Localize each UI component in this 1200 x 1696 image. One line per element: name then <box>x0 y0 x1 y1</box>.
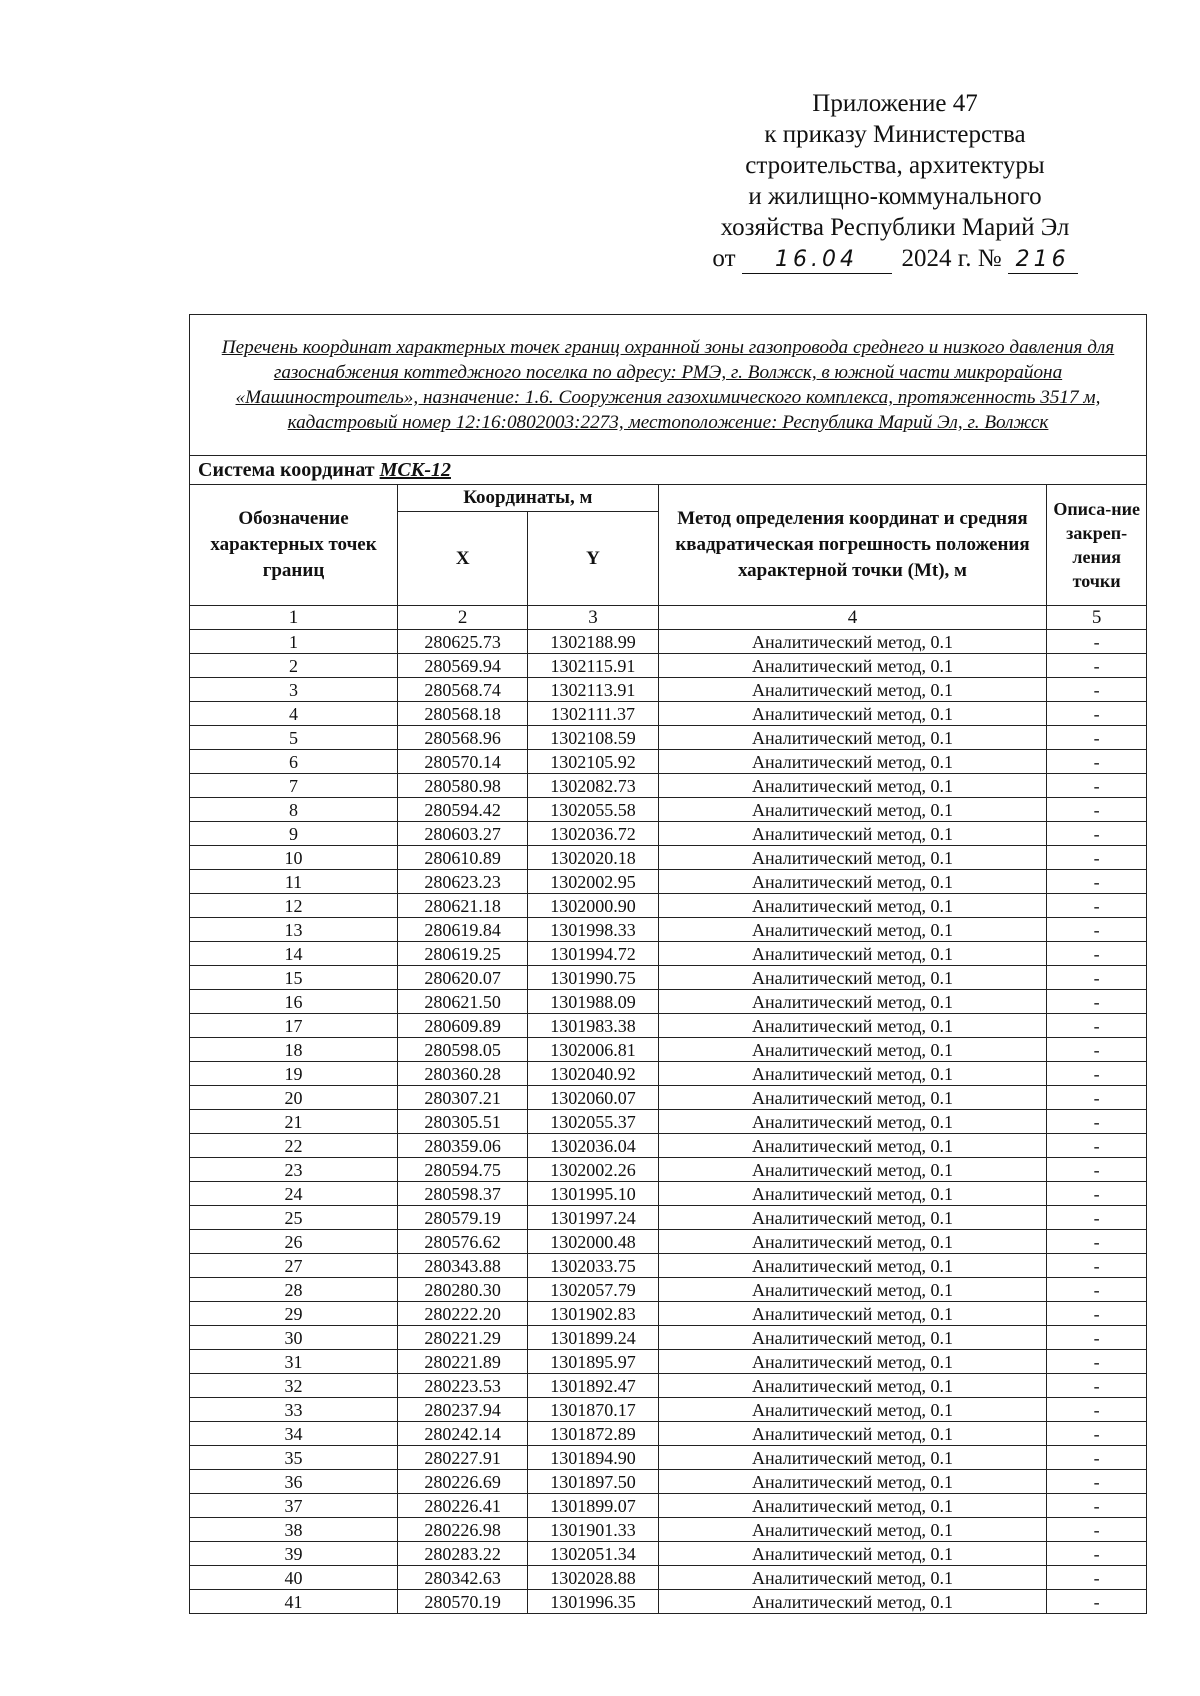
x-cell: 280283.22 <box>398 1542 528 1566</box>
description-cell: - <box>1047 894 1147 918</box>
column-number-row <box>190 606 1147 630</box>
method-cell: Аналитический метод, 0.1 <box>658 1014 1047 1038</box>
y-cell: 1301901.33 <box>528 1518 658 1542</box>
table-row <box>190 1494 1147 1518</box>
table-row <box>190 750 1147 774</box>
table-row <box>190 774 1147 798</box>
header-x: X <box>398 512 528 606</box>
table-body <box>190 630 1147 1614</box>
point-cell: 17 <box>190 1014 398 1038</box>
y-cell: 1301998.33 <box>528 918 658 942</box>
point-cell: 32 <box>190 1374 398 1398</box>
header-line: и жилищно-коммунального <box>748 183 1042 210</box>
method-cell: Аналитический метод, 0.1 <box>658 990 1047 1014</box>
method-cell: Аналитический метод, 0.1 <box>658 1086 1047 1110</box>
y-cell: 1301870.17 <box>528 1398 658 1422</box>
table-row <box>190 630 1147 654</box>
y-cell: 1301995.10 <box>528 1182 658 1206</box>
point-cell: 27 <box>190 1254 398 1278</box>
method-cell: Аналитический метод, 0.1 <box>658 678 1047 702</box>
method-cell: Аналитический метод, 0.1 <box>658 750 1047 774</box>
table-row <box>190 990 1147 1014</box>
point-cell: 30 <box>190 1326 398 1350</box>
x-cell: 280305.51 <box>398 1110 528 1134</box>
point-cell: 22 <box>190 1134 398 1158</box>
point-cell: 31 <box>190 1350 398 1374</box>
method-cell: Аналитический метод, 0.1 <box>658 702 1047 726</box>
description-cell: - <box>1047 1494 1147 1518</box>
description-cell: - <box>1047 918 1147 942</box>
description-cell: - <box>1047 750 1147 774</box>
method-cell: Аналитический метод, 0.1 <box>658 1302 1047 1326</box>
description-cell: - <box>1047 966 1147 990</box>
description-cell: - <box>1047 1230 1147 1254</box>
description-cell: - <box>1047 1062 1147 1086</box>
order-date-line <box>660 243 1130 274</box>
y-cell: 1302051.34 <box>528 1542 658 1566</box>
method-cell: Аналитический метод, 0.1 <box>658 918 1047 942</box>
description-cell: - <box>1047 654 1147 678</box>
table-row <box>190 1374 1147 1398</box>
point-cell: 19 <box>190 1062 398 1086</box>
method-cell: Аналитический метод, 0.1 <box>658 1350 1047 1374</box>
table-row <box>190 798 1147 822</box>
description-cell: - <box>1047 1254 1147 1278</box>
method-cell: Аналитический метод, 0.1 <box>658 1230 1047 1254</box>
y-cell: 1302000.48 <box>528 1230 658 1254</box>
y-cell: 1302105.92 <box>528 750 658 774</box>
year-number-label: 2024 г. № <box>901 245 1002 272</box>
y-cell: 1302111.37 <box>528 702 658 726</box>
description-cell: - <box>1047 1590 1147 1614</box>
description-cell: - <box>1047 726 1147 750</box>
x-cell: 280359.06 <box>398 1134 528 1158</box>
x-cell: 280594.42 <box>398 798 528 822</box>
description-cell: - <box>1047 1350 1147 1374</box>
column-number: 1 <box>190 606 398 630</box>
x-cell: 280222.20 <box>398 1302 528 1326</box>
x-cell: 280227.91 <box>398 1446 528 1470</box>
table-row <box>190 1566 1147 1590</box>
x-cell: 280226.98 <box>398 1518 528 1542</box>
point-cell: 15 <box>190 966 398 990</box>
x-cell: 280570.14 <box>398 750 528 774</box>
y-cell: 1302082.73 <box>528 774 658 798</box>
method-cell: Аналитический метод, 0.1 <box>658 1158 1047 1182</box>
point-cell: 26 <box>190 1230 398 1254</box>
method-cell: Аналитический метод, 0.1 <box>658 1494 1047 1518</box>
x-cell: 280226.41 <box>398 1494 528 1518</box>
point-cell: 10 <box>190 846 398 870</box>
x-cell: 280223.53 <box>398 1374 528 1398</box>
table-row <box>190 654 1147 678</box>
handwritten-date: 16.04 <box>742 247 892 274</box>
y-cell: 1301899.07 <box>528 1494 658 1518</box>
y-cell: 1302113.91 <box>528 678 658 702</box>
description-cell: - <box>1047 1086 1147 1110</box>
description-cell: - <box>1047 1206 1147 1230</box>
table-row <box>190 702 1147 726</box>
y-cell: 1301988.09 <box>528 990 658 1014</box>
x-cell: 280568.96 <box>398 726 528 750</box>
description-cell: - <box>1047 678 1147 702</box>
y-cell: 1302055.37 <box>528 1110 658 1134</box>
method-cell: Аналитический метод, 0.1 <box>658 1398 1047 1422</box>
y-cell: 1301897.50 <box>528 1470 658 1494</box>
table-row <box>190 1422 1147 1446</box>
x-cell: 280307.21 <box>398 1086 528 1110</box>
description-cell: - <box>1047 1470 1147 1494</box>
x-cell: 280610.89 <box>398 846 528 870</box>
table-row <box>190 678 1147 702</box>
description-cell: - <box>1047 846 1147 870</box>
coord-system-value: МСК-12 <box>379 458 451 481</box>
y-cell: 1302040.92 <box>528 1062 658 1086</box>
method-cell: Аналитический метод, 0.1 <box>658 798 1047 822</box>
description-cell: - <box>1047 870 1147 894</box>
point-cell: 9 <box>190 822 398 846</box>
description-cell: - <box>1047 1278 1147 1302</box>
x-cell: 280568.74 <box>398 678 528 702</box>
method-cell: Аналитический метод, 0.1 <box>658 1182 1047 1206</box>
table-title-row <box>190 315 1147 456</box>
y-cell: 1301892.47 <box>528 1374 658 1398</box>
method-cell: Аналитический метод, 0.1 <box>658 1518 1047 1542</box>
table-row <box>190 1158 1147 1182</box>
method-cell: Аналитический метод, 0.1 <box>658 1590 1047 1614</box>
y-cell: 1302115.91 <box>528 654 658 678</box>
x-cell: 280221.89 <box>398 1350 528 1374</box>
header-method: Метод определения координат и средняя квадратическая погрешность положения характерной точки (Mt), м <box>658 485 1047 606</box>
y-cell: 1302036.72 <box>528 822 658 846</box>
description-cell: - <box>1047 990 1147 1014</box>
table-row <box>190 822 1147 846</box>
point-cell: 33 <box>190 1398 398 1422</box>
point-cell: 18 <box>190 1038 398 1062</box>
x-cell: 280569.94 <box>398 654 528 678</box>
description-cell: - <box>1047 774 1147 798</box>
y-cell: 1302057.79 <box>528 1278 658 1302</box>
description-cell: - <box>1047 1446 1147 1470</box>
x-cell: 280576.62 <box>398 1230 528 1254</box>
header-line: строительства, архитектуры <box>745 152 1045 179</box>
description-cell: - <box>1047 1566 1147 1590</box>
table-row <box>190 1254 1147 1278</box>
table-row <box>190 726 1147 750</box>
description-cell: - <box>1047 1374 1147 1398</box>
description-cell: - <box>1047 1542 1147 1566</box>
method-cell: Аналитический метод, 0.1 <box>658 1254 1047 1278</box>
y-cell: 1301894.90 <box>528 1446 658 1470</box>
x-cell: 280242.14 <box>398 1422 528 1446</box>
method-cell: Аналитический метод, 0.1 <box>658 846 1047 870</box>
x-cell: 280221.29 <box>398 1326 528 1350</box>
coord-system-cell <box>190 456 1147 485</box>
description-cell: - <box>1047 942 1147 966</box>
y-cell: 1302108.59 <box>528 726 658 750</box>
header-line: Приложение 47 <box>812 90 978 117</box>
method-cell: Аналитический метод, 0.1 <box>658 1134 1047 1158</box>
column-number: 3 <box>528 606 658 630</box>
description-cell: - <box>1047 1182 1147 1206</box>
description-cell: - <box>1047 1302 1147 1326</box>
date-prefix: от <box>712 245 736 272</box>
x-cell: 280623.23 <box>398 870 528 894</box>
point-cell: 1 <box>190 630 398 654</box>
method-cell: Аналитический метод, 0.1 <box>658 1326 1047 1350</box>
description-cell: - <box>1047 822 1147 846</box>
table-row <box>190 1470 1147 1494</box>
y-cell: 1302060.07 <box>528 1086 658 1110</box>
y-cell: 1302055.58 <box>528 798 658 822</box>
x-cell: 280621.50 <box>398 990 528 1014</box>
method-cell: Аналитический метод, 0.1 <box>658 966 1047 990</box>
point-cell: 8 <box>190 798 398 822</box>
method-cell: Аналитический метод, 0.1 <box>658 1446 1047 1470</box>
method-cell: Аналитический метод, 0.1 <box>658 654 1047 678</box>
coord-system-row <box>190 456 1147 485</box>
y-cell: 1301997.24 <box>528 1206 658 1230</box>
description-cell: - <box>1047 1038 1147 1062</box>
table-row <box>190 870 1147 894</box>
point-cell: 40 <box>190 1566 398 1590</box>
y-cell: 1302036.04 <box>528 1134 658 1158</box>
y-cell: 1302020.18 <box>528 846 658 870</box>
x-cell: 280621.18 <box>398 894 528 918</box>
method-cell: Аналитический метод, 0.1 <box>658 1110 1047 1134</box>
x-cell: 280342.63 <box>398 1566 528 1590</box>
table-row <box>190 1230 1147 1254</box>
method-cell: Аналитический метод, 0.1 <box>658 1278 1047 1302</box>
point-cell: 7 <box>190 774 398 798</box>
x-cell: 280568.18 <box>398 702 528 726</box>
x-cell: 280226.69 <box>398 1470 528 1494</box>
table-row <box>190 1398 1147 1422</box>
table-row <box>190 1446 1147 1470</box>
table-row <box>190 894 1147 918</box>
handwritten-order-number: 216 <box>1008 247 1078 274</box>
y-cell: 1301990.75 <box>528 966 658 990</box>
method-cell: Аналитический метод, 0.1 <box>658 1422 1047 1446</box>
table-row <box>190 918 1147 942</box>
point-cell: 11 <box>190 870 398 894</box>
table-row <box>190 1038 1147 1062</box>
description-cell: - <box>1047 702 1147 726</box>
method-cell: Аналитический метод, 0.1 <box>658 1374 1047 1398</box>
x-cell: 280619.25 <box>398 942 528 966</box>
point-cell: 5 <box>190 726 398 750</box>
header-line: хозяйства Республики Марий Эл <box>720 214 1070 241</box>
table-row <box>190 846 1147 870</box>
point-cell: 21 <box>190 1110 398 1134</box>
description-cell: - <box>1047 1398 1147 1422</box>
y-cell: 1302006.81 <box>528 1038 658 1062</box>
x-cell: 280594.75 <box>398 1158 528 1182</box>
coord-system-label: Система координат <box>198 458 375 481</box>
point-cell: 24 <box>190 1182 398 1206</box>
method-cell: Аналитический метод, 0.1 <box>658 822 1047 846</box>
y-cell: 1302188.99 <box>528 630 658 654</box>
point-cell: 35 <box>190 1446 398 1470</box>
table-row <box>190 1326 1147 1350</box>
point-cell: 34 <box>190 1422 398 1446</box>
y-cell: 1301983.38 <box>528 1014 658 1038</box>
x-cell: 280360.28 <box>398 1062 528 1086</box>
y-cell: 1301996.35 <box>528 1590 658 1614</box>
method-cell: Аналитический метод, 0.1 <box>658 1206 1047 1230</box>
coordinates-table <box>189 314 1147 1614</box>
x-cell: 280609.89 <box>398 1014 528 1038</box>
point-cell: 6 <box>190 750 398 774</box>
table-row <box>190 1518 1147 1542</box>
y-cell: 1301994.72 <box>528 942 658 966</box>
x-cell: 280598.37 <box>398 1182 528 1206</box>
table-row <box>190 966 1147 990</box>
x-cell: 280580.98 <box>398 774 528 798</box>
column-number: 5 <box>1047 606 1147 630</box>
x-cell: 280625.73 <box>398 630 528 654</box>
header-point: Обозначение характерных точек границ <box>190 485 398 606</box>
description-cell: - <box>1047 630 1147 654</box>
table-row <box>190 1014 1147 1038</box>
table-row <box>190 1182 1147 1206</box>
table-row <box>190 1590 1147 1614</box>
y-cell: 1301895.97 <box>528 1350 658 1374</box>
y-cell: 1301872.89 <box>528 1422 658 1446</box>
description-cell: - <box>1047 1134 1147 1158</box>
column-number: 2 <box>398 606 528 630</box>
table-row <box>190 1278 1147 1302</box>
point-cell: 4 <box>190 702 398 726</box>
table-row <box>190 1350 1147 1374</box>
point-cell: 20 <box>190 1086 398 1110</box>
header-description: Описа-ние закреп-ления точки <box>1047 485 1147 606</box>
point-cell: 29 <box>190 1302 398 1326</box>
x-cell: 280237.94 <box>398 1398 528 1422</box>
method-cell: Аналитический метод, 0.1 <box>658 726 1047 750</box>
point-cell: 39 <box>190 1542 398 1566</box>
point-cell: 12 <box>190 894 398 918</box>
y-cell: 1302033.75 <box>528 1254 658 1278</box>
y-cell: 1302002.95 <box>528 870 658 894</box>
description-cell: - <box>1047 798 1147 822</box>
method-cell: Аналитический метод, 0.1 <box>658 894 1047 918</box>
header-row <box>190 485 1147 512</box>
point-cell: 41 <box>190 1590 398 1614</box>
method-cell: Аналитический метод, 0.1 <box>658 942 1047 966</box>
table-row <box>190 1110 1147 1134</box>
description-cell: - <box>1047 1518 1147 1542</box>
x-cell: 280619.84 <box>398 918 528 942</box>
x-cell: 280579.19 <box>398 1206 528 1230</box>
method-cell: Аналитический метод, 0.1 <box>658 1470 1047 1494</box>
point-cell: 3 <box>190 678 398 702</box>
table-row <box>190 1062 1147 1086</box>
method-cell: Аналитический метод, 0.1 <box>658 630 1047 654</box>
method-cell: Аналитический метод, 0.1 <box>658 774 1047 798</box>
table-title: Перечень координат характерных точек границ охранной зоны газопровода среднего и низкого давления для газоснабжения коттеджного поселка по адресу: РМЭ, г. Волжск, в южной части микрорайона «Машиностроитель», назначение: 1.6. Сооружения газохимического комплекса, протяженность 3517 м, кадастровый номер 12:16:0802003:2273, местоположение: Республика Марий Эл, г. Волжск <box>190 315 1147 456</box>
point-cell: 2 <box>190 654 398 678</box>
method-cell: Аналитический метод, 0.1 <box>658 1566 1047 1590</box>
method-cell: Аналитический метод, 0.1 <box>658 1542 1047 1566</box>
column-number: 4 <box>658 606 1047 630</box>
y-cell: 1301899.24 <box>528 1326 658 1350</box>
y-cell: 1302002.26 <box>528 1158 658 1182</box>
header-y: Y <box>528 512 658 606</box>
header-coords: Координаты, м <box>398 485 659 512</box>
y-cell: 1302028.88 <box>528 1566 658 1590</box>
y-cell: 1301902.83 <box>528 1302 658 1326</box>
x-cell: 280620.07 <box>398 966 528 990</box>
point-cell: 25 <box>190 1206 398 1230</box>
point-cell: 38 <box>190 1518 398 1542</box>
description-cell: - <box>1047 1422 1147 1446</box>
table-row <box>190 1086 1147 1110</box>
x-cell: 280343.88 <box>398 1254 528 1278</box>
table-row <box>190 1134 1147 1158</box>
method-cell: Аналитический метод, 0.1 <box>658 1038 1047 1062</box>
y-cell: 1302000.90 <box>528 894 658 918</box>
table-row <box>190 942 1147 966</box>
x-cell: 280280.30 <box>398 1278 528 1302</box>
description-cell: - <box>1047 1158 1147 1182</box>
point-cell: 13 <box>190 918 398 942</box>
description-cell: - <box>1047 1326 1147 1350</box>
x-cell: 280603.27 <box>398 822 528 846</box>
point-cell: 36 <box>190 1470 398 1494</box>
point-cell: 14 <box>190 942 398 966</box>
description-cell: - <box>1047 1110 1147 1134</box>
description-cell: - <box>1047 1014 1147 1038</box>
point-cell: 23 <box>190 1158 398 1182</box>
x-cell: 280598.05 <box>398 1038 528 1062</box>
table-row <box>190 1206 1147 1230</box>
appendix-header <box>660 88 1130 274</box>
point-cell: 28 <box>190 1278 398 1302</box>
point-cell: 37 <box>190 1494 398 1518</box>
table-row <box>190 1302 1147 1326</box>
table-row <box>190 1542 1147 1566</box>
method-cell: Аналитический метод, 0.1 <box>658 870 1047 894</box>
header-line: к приказу Министерства <box>764 121 1026 148</box>
x-cell: 280570.19 <box>398 1590 528 1614</box>
point-cell: 16 <box>190 990 398 1014</box>
method-cell: Аналитический метод, 0.1 <box>658 1062 1047 1086</box>
